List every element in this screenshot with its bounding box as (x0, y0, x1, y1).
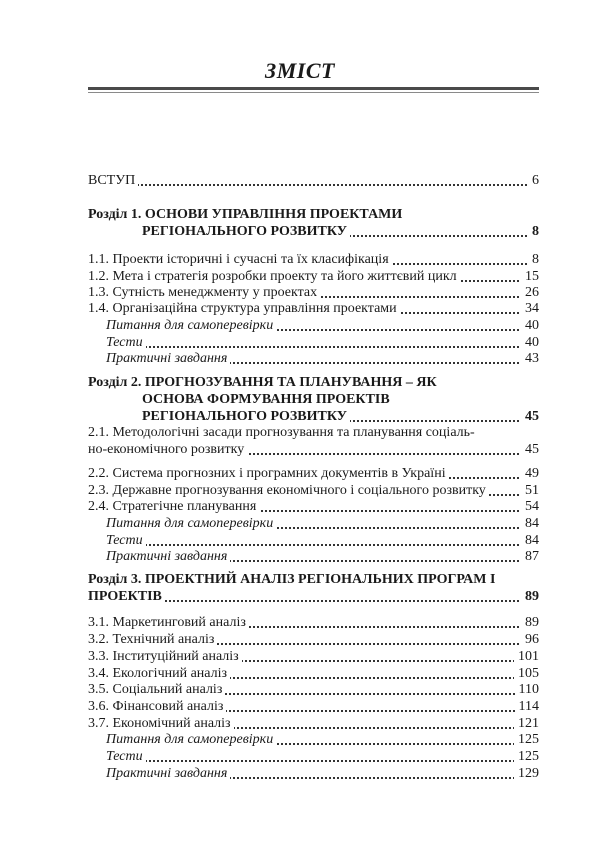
entry-label: Тести (106, 749, 146, 764)
section-heading (142, 408, 539, 425)
entry-label: ВСТУП (88, 173, 138, 188)
entry-label: 2.3. Державне прогнозування економічного і соціального розвитку (88, 483, 489, 498)
page-number: 105 (514, 665, 539, 682)
toc-entry (88, 465, 539, 482)
toc-entry (88, 300, 539, 317)
entry-label: РЕГІОНАЛЬНОГО РОЗВИТКУ (142, 409, 350, 424)
toc-entry (88, 715, 539, 732)
entry-label: 3.5. Соціальний аналіз (88, 682, 225, 697)
entry-label: Тести (106, 533, 146, 548)
page-number: 87 (521, 548, 539, 565)
page-number: 125 (514, 748, 539, 765)
entry-label: 1.1. Проекти історичні і сучасні та їх класифікація (88, 252, 392, 267)
dot-leader (106, 346, 539, 348)
page-number: 101 (514, 648, 539, 665)
entry-label: Практичні завдання (106, 766, 230, 781)
entry-label: Практичні завдання (106, 351, 230, 366)
toc-entry (88, 482, 539, 499)
section-heading-line: Розділ 3. ПРОЕКТНИЙ АНАЛІЗ РЕГІОНАЛЬНИХ ПРОГРАМ І (88, 572, 496, 587)
page-number: 121 (514, 715, 539, 732)
toc-entry (88, 251, 539, 268)
page-number: 54 (521, 498, 539, 515)
entry-label: 3.6. Фінансовий аналіз (88, 699, 226, 714)
page-number: 45 (521, 408, 539, 425)
toc-entry (88, 631, 539, 648)
entry-label: 3.2. Технічний аналіз (88, 632, 217, 647)
toc-entry (106, 317, 539, 334)
page-number: 8 (528, 223, 539, 240)
entry-label: Питання для самоперевірки (106, 516, 276, 531)
title-rule (88, 87, 539, 90)
page-number: 84 (521, 515, 539, 532)
page-number: 114 (515, 698, 539, 715)
entry-label: 3.4. Екологічний аналіз (88, 666, 230, 681)
page-number: 43 (521, 350, 539, 367)
entry-label: 1.3. Сутність менеджменту у проектах (88, 285, 320, 300)
page-number: 110 (515, 681, 539, 698)
entry-label: 1.2. Мета і стратегія розробки проекту та його життєвий цикл (88, 269, 460, 284)
entry-label: 3.7. Економічний аналіз (88, 716, 234, 731)
toc-entry (88, 614, 539, 631)
section-heading (142, 223, 539, 240)
entry-label: Тести (106, 335, 146, 350)
toc-entry (106, 515, 539, 532)
title-rule-thin (88, 92, 539, 93)
page-number: 129 (514, 765, 539, 782)
page-number: 89 (521, 614, 539, 631)
page-number: 8 (528, 251, 539, 268)
section-heading-line: Розділ 1. ОСНОВИ УПРАВЛІННЯ ПРОЕКТАМИ (88, 207, 403, 222)
entry-label: 1.4. Організаційна структура управління проектами (88, 301, 400, 316)
page-number: 40 (521, 334, 539, 351)
toc-entry (88, 498, 539, 515)
page-number: 45 (521, 441, 539, 458)
section-heading (88, 588, 539, 605)
toc-entry (106, 548, 539, 565)
toc-entry (88, 681, 539, 698)
toc-entry (106, 748, 539, 765)
entry-label: Питання для самоперевірки (106, 318, 276, 333)
toc-entry (106, 532, 539, 549)
page-number: 6 (528, 172, 539, 189)
toc-entry (88, 441, 539, 458)
entry-label: 3.3. Інституційний аналіз (88, 649, 242, 664)
page-title: ЗМІСТ (265, 58, 335, 83)
entry-label: ПРОЕКТІВ (88, 589, 165, 604)
section-heading-line: ОСНОВА ФОРМУВАННЯ ПРОЕКТІВ (142, 392, 390, 407)
entry-label: 2.2. Система прогнозних і програмних документів в Україні (88, 466, 449, 481)
toc-entry (106, 731, 539, 748)
toc-entry (88, 698, 539, 715)
entry-label: 2.4. Стратегічне планування (88, 499, 259, 514)
dot-leader (88, 184, 539, 186)
toc-entry (88, 268, 539, 285)
section-heading-line: Розділ 2. ПРОГНОЗУВАННЯ ТА ПЛАНУВАННЯ – ЯК (88, 375, 437, 390)
dot-leader (106, 760, 539, 762)
toc-intro (88, 172, 539, 189)
toc-entry (106, 765, 539, 782)
page-number: 40 (521, 317, 539, 334)
page-number: 49 (521, 465, 539, 482)
page-number: 96 (521, 631, 539, 648)
toc-entry-label-line: 2.1. Методологічні засади прогнозування та планування соціаль- (88, 425, 475, 440)
entry-label: Практичні завдання (106, 549, 230, 564)
page-number: 84 (521, 532, 539, 549)
page-number: 15 (521, 268, 539, 285)
entry-label: 3.1. Маркетинговий аналіз (88, 615, 249, 630)
toc-entry (88, 284, 539, 301)
toc-entry (106, 334, 539, 351)
dot-leader (106, 544, 539, 546)
toc-entry (106, 350, 539, 367)
entry-label: РЕГІОНАЛЬНОГО РОЗВИТКУ (142, 224, 350, 239)
page-number: 125 (514, 731, 539, 748)
page-number: 89 (521, 588, 539, 605)
entry-label: Питання для самоперевірки (106, 732, 276, 747)
page-number: 34 (521, 300, 539, 317)
page-number: 26 (521, 284, 539, 301)
entry-label: но-економічного розвитку (88, 442, 247, 457)
page-number: 51 (521, 482, 539, 499)
toc-entry (88, 665, 539, 682)
toc-entry (88, 648, 539, 665)
